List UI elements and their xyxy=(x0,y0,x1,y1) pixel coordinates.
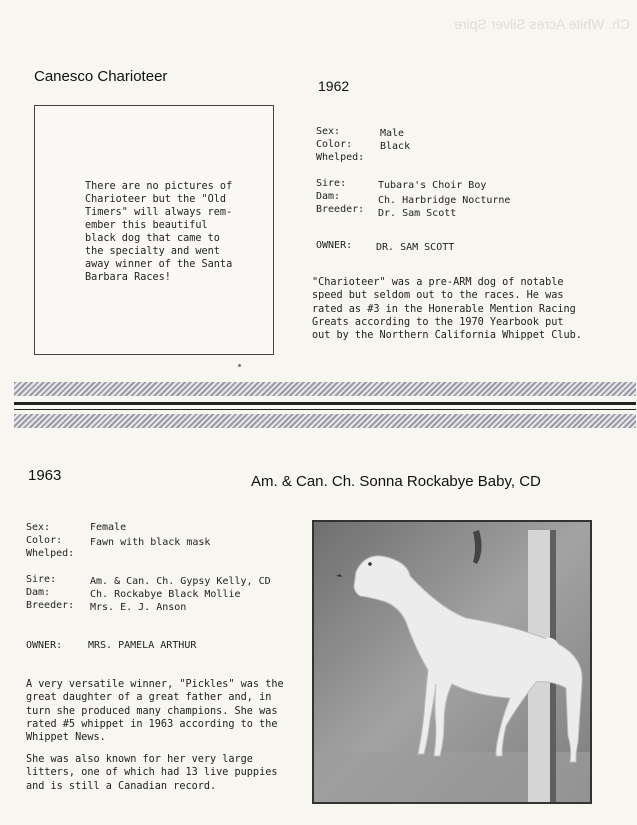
entry1-owner-label: OWNER: xyxy=(316,240,353,251)
entry1-owner-value: DR. SAM SCOTT xyxy=(376,242,455,253)
entry1-sire-value: Tubara's Choir Boy xyxy=(378,180,487,191)
entry1-dam-label: Dam: xyxy=(316,191,341,202)
entry2-sire-label: Sire: xyxy=(26,574,57,585)
entry2-dam-label: Dam: xyxy=(26,587,51,598)
whippet-photo xyxy=(312,520,592,804)
entry1-breeder-label: Breeder: xyxy=(316,204,365,215)
entry1-photo-note: There are no pictures of Charioteer but the "Old Timers" will always rem- ember this beautiful black dog that came to the specialty and went away winner of the Santa Barbara Races! xyxy=(85,181,233,283)
entry1-color-value: Black xyxy=(380,141,411,152)
entry1-sex-label: Sex: xyxy=(316,126,341,137)
entry2-sex-value: Female xyxy=(90,522,127,533)
entry2-color-label: Color: xyxy=(26,535,63,546)
entry2-owner-value: MRS. PAMELA ARTHUR xyxy=(88,640,197,651)
entry1-title: Canesco Charioteer xyxy=(34,68,168,85)
entry2-year: 1963 xyxy=(28,467,62,484)
entry1-photo-placeholder xyxy=(34,105,274,355)
entry2-breeder-value: Mrs. E. J. Anson xyxy=(90,602,187,613)
entry2-title: Am. & Can. Ch. Sonna Rockabye Baby, CD xyxy=(251,473,541,490)
entry1-sex-value: Male xyxy=(380,128,405,139)
entry2-dam-value: Ch. Rockabye Black Mollie xyxy=(90,589,241,600)
hatched-band-bottom xyxy=(14,414,636,428)
entry1-year: 1962 xyxy=(318,78,350,94)
entry1-whelped-label: Whelped: xyxy=(316,152,365,163)
divider-rule-thick xyxy=(14,402,636,405)
entry2-description-2: She was also known for her very large litters, one of which had 13 live puppies and is still a Canadian record. xyxy=(26,754,278,792)
print-speck xyxy=(238,364,241,367)
divider-rule-thin xyxy=(14,409,636,410)
entry2-sire-value: Am. & Can. Ch. Gypsy Kelly, CD xyxy=(90,576,271,587)
entry2-owner-label: OWNER: xyxy=(26,640,63,651)
entry2-breeder-label: Breeder: xyxy=(26,600,75,611)
entry1-breeder-value: Dr. Sam Scott xyxy=(378,208,457,219)
entry1-color-label: Color: xyxy=(316,139,353,150)
bleed-through-text: Ch. White Acres Silver Spire xyxy=(454,16,630,32)
entry2-color-value: Fawn with black mask xyxy=(90,537,211,548)
entry2-description-1: A very versatile winner, "Pickles" was the great daughter of a great father and, in turn she produced many champions. She was rated #5 whippet in 1963 according to the Whippet News. xyxy=(26,679,284,744)
hatched-band-top xyxy=(14,382,636,396)
entry2-whelped-label: Whelped: xyxy=(26,548,75,559)
entry1-dam-value: Ch. Harbridge Nocturne xyxy=(378,195,511,206)
whippet-illustration xyxy=(314,522,590,802)
entry1-description: "Charioteer" was a pre-ARM dog of notable speed but seldom out to the races. He was rated as #3 in the Honerable Mention Racing Greats according to the 1970 Yearbook put out by the Northern California Whippet Club. xyxy=(312,277,582,342)
entry2-sex-label: Sex: xyxy=(26,522,51,533)
entry1-sire-label: Sire: xyxy=(316,178,347,189)
